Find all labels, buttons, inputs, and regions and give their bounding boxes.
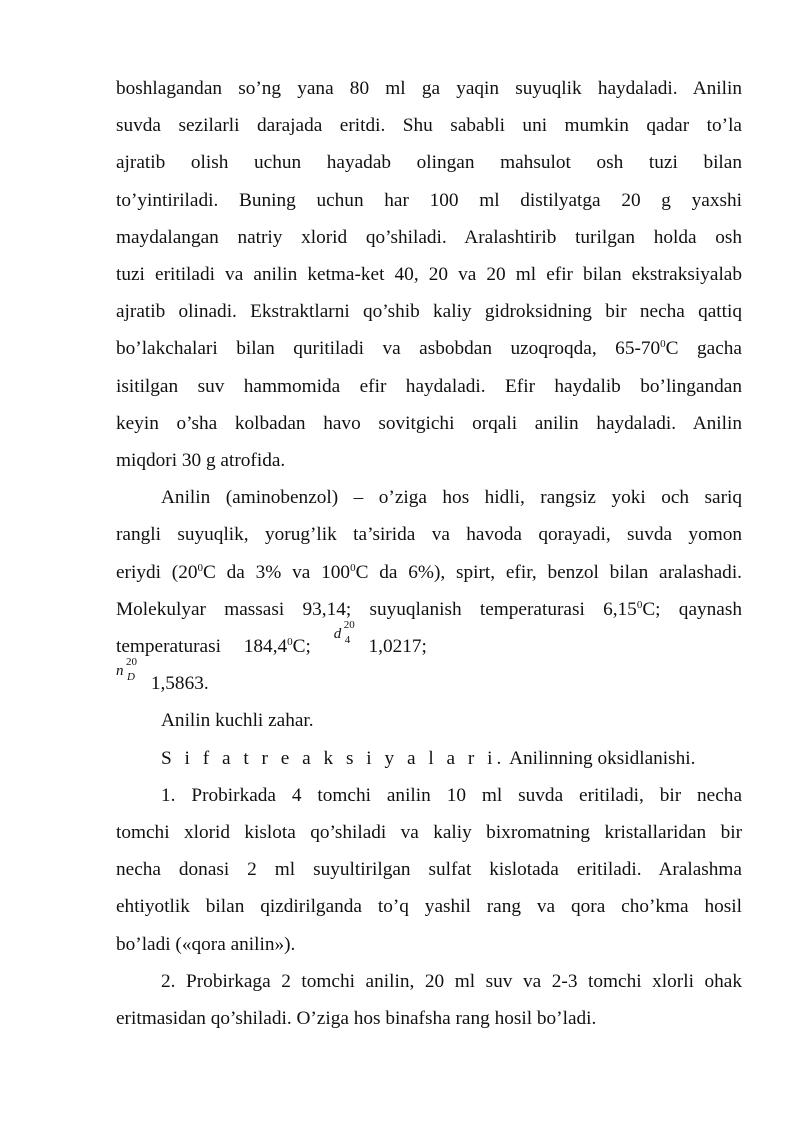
refraction-value: 1,5863. bbox=[150, 673, 209, 695]
paragraph-experiment-1 bbox=[116, 777, 742, 963]
text-line: isitilgan suv hammomida efir haydaladi. Efir haydalib bo’lingandan bbox=[116, 375, 742, 397]
text-line: tuzi eritiladi va anilin ketma-ket 40, 20 va 20 ml efir bilan ekstraksiyalab bbox=[116, 264, 742, 286]
text-line bbox=[116, 740, 742, 777]
density-formula bbox=[333, 619, 364, 654]
paragraph-experiment-2 bbox=[116, 963, 742, 1037]
text-line: necha donasi 2 ml suyultirilgan sulfat kislotada eritiladi. Aralashma bbox=[116, 859, 742, 881]
text-fragment: C gacha bbox=[665, 338, 742, 360]
text-fragment: temperaturasi bbox=[116, 636, 221, 658]
text-line: Anilin kuchli zahar. bbox=[161, 710, 314, 732]
degree-superscript: 0 bbox=[660, 338, 666, 351]
text-line: keyin o’sha kolbadan havo sovitgichi orqali anilin haydaladi. Anilin bbox=[116, 412, 742, 434]
text-line bbox=[116, 656, 742, 702]
text-fragment: Molekulyar massasi 93,14; suyuqlanish temperaturasi 6,15 bbox=[116, 598, 637, 620]
density-value: 1,0217; bbox=[368, 636, 427, 658]
paragraph-distillation bbox=[116, 70, 742, 479]
degree-superscript: 0 bbox=[287, 636, 293, 649]
refraction-symbol: n bbox=[116, 663, 124, 680]
text-line: rangli suyuqlik, yorug’lik ta’sirida va havoda qorayadi, suvda yomon bbox=[116, 524, 742, 546]
text-fragment: C; bbox=[292, 636, 311, 658]
text-line: boshlagandan so’ng yana 80 ml ga yaqin suyuqlik haydaladi. Anilin bbox=[116, 78, 742, 99]
text-line: 1. Probirkada 4 tomchi anilin 10 ml suvda eritiladi, bir necha bbox=[161, 784, 742, 806]
refraction-formula bbox=[116, 656, 146, 691]
text-line: Anilin (aminobenzol) – o’ziga hos hidli, rangsiz yoki och sariq bbox=[161, 487, 742, 509]
density-symbol: d bbox=[333, 626, 342, 643]
text-fragment: C; qaynash bbox=[642, 598, 742, 620]
text-fragment: eriydi (20 bbox=[116, 561, 198, 583]
text-fragment: bo’lakchalari bilan quritiladi va asbobdan uzoqroqda, 65-70 bbox=[116, 338, 661, 360]
refraction-superscript: 20 bbox=[126, 656, 137, 669]
text-line: 2. Probirkaga 2 tomchi anilin, 20 ml suv va 2-3 tomchi xlorli ohak bbox=[161, 970, 742, 992]
text-line: eritmasidan qo’shiladi. O’ziga hos binafsha rang hosil bo’ladi. bbox=[116, 1008, 597, 1030]
refraction-subscript: D bbox=[127, 671, 135, 684]
density-superscript: 20 bbox=[343, 619, 355, 632]
text-line bbox=[116, 554, 742, 591]
document-page bbox=[116, 70, 742, 1037]
density-subscript: 4 bbox=[344, 634, 351, 647]
boiling-point-value: 184,4 bbox=[243, 636, 288, 658]
text-line: ehtiyotlik bilan qizdirilganda to’q yashil rang va qora cho’kma hosil bbox=[116, 896, 742, 918]
heading-rest: Anilinning oksidlanishi. bbox=[509, 747, 696, 769]
text-fragment: C da 6%), spirt, efir, benzol bilan aralashadi. bbox=[355, 561, 742, 583]
paragraph-reactions-heading bbox=[116, 740, 742, 777]
degree-superscript: 0 bbox=[197, 561, 203, 574]
text-line: ajratib olinadi. Ekstraktlarni qo’shib kaliy gidroksidning bir necha qattiq bbox=[116, 301, 742, 323]
text-line: ajratib olish uchun hayadab olingan mahsulot osh tuzi bilan bbox=[116, 152, 742, 174]
text-line: bo’ladi («qora anilin»). bbox=[116, 933, 296, 955]
text-line bbox=[116, 619, 742, 665]
paragraph-aniline-properties bbox=[116, 479, 742, 702]
spaced-heading: S i f a t r e a k s i y a l a r i. bbox=[161, 747, 506, 769]
text-line: miqdori 30 g atrofida. bbox=[116, 450, 286, 472]
text-line: maydalangan natriy xlorid qo’shiladi. Aralashtirib turilgan holda osh bbox=[116, 226, 742, 248]
degree-superscript: 0 bbox=[636, 598, 643, 611]
text-fragment: C da 3% va 100 bbox=[202, 561, 351, 583]
paragraph-toxicity bbox=[116, 702, 742, 739]
text-line: tomchi xlorid kislota qo’shiladi va kaliy bixromatning kristallaridan bir bbox=[116, 822, 742, 844]
text-line bbox=[116, 591, 742, 628]
text-line: to’yintiriladi. Buning uchun har 100 ml distilyatga 20 g yaxshi bbox=[116, 189, 742, 211]
text-line bbox=[116, 330, 742, 367]
text-line: suvda sezilarli darajada eritdi. Shu sababli uni mumkin qadar to’la bbox=[116, 115, 742, 137]
degree-superscript: 0 bbox=[350, 561, 356, 574]
